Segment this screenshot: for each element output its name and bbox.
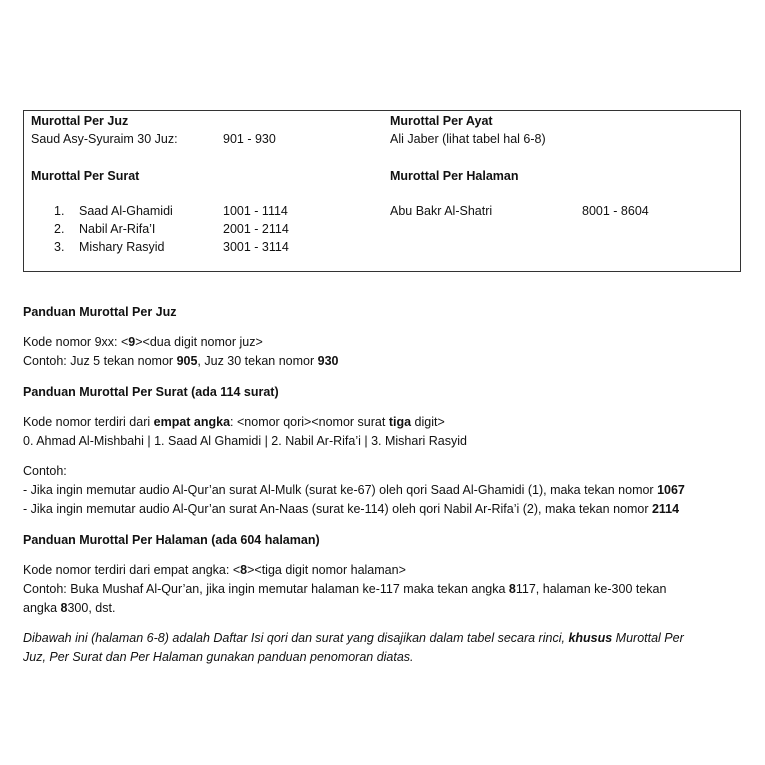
surat-item-num: 3. xyxy=(54,240,65,254)
surat-item-range: 2001 - 2114 xyxy=(223,222,289,236)
ayat-reciter: Ali Jaber (lihat tabel hal 6-8) xyxy=(390,132,546,146)
guide-surat-example-label: Contoh: xyxy=(23,464,67,478)
guide-surat-body xyxy=(23,413,748,451)
guide-juz-code: Kode nomor 9xx: <9><dua digit nomor juz> xyxy=(23,335,263,349)
guide-surat-example-2: - Jika ingin memutar audio Al-Qur’an surat An-Naas (surat ke-114) oleh qori Nabil Ar-Rifa’i (2), maka tekan nomor 2114 xyxy=(23,502,680,516)
summary-box xyxy=(23,110,741,272)
guide-juz-example: Contoh: Juz 5 tekan nomor 905, Juz 30 tekan nomor 930 xyxy=(23,354,339,368)
surat-item-name: Saad Al-Ghamidi xyxy=(79,204,173,218)
guide-halaman-example: Contoh: Buka Mushaf Al-Qur’an, jika ingin memutar halaman ke-117 maka tekan angka 8117, halaman ke-300 tekan xyxy=(23,582,667,596)
guide-juz-heading: Panduan Murottal Per Juz xyxy=(23,305,177,319)
juz-heading: Murottal Per Juz xyxy=(31,114,129,128)
halaman-range: 8001 - 8604 xyxy=(582,204,649,218)
juz-reciter: Saud Asy-Syuraim 30 Juz: xyxy=(31,132,178,146)
guide-halaman-example-cont: angka 8300, dst. xyxy=(23,601,116,615)
guide-surat-heading: Panduan Murottal Per Surat (ada 114 surat) xyxy=(23,385,279,399)
surat-heading: Murottal Per Surat xyxy=(31,169,140,183)
surat-item-num: 2. xyxy=(54,222,65,236)
surat-item-num: 1. xyxy=(54,204,65,218)
halaman-heading: Murottal Per Halaman xyxy=(390,169,519,183)
halaman-reciter: Abu Bakr Al-Shatri xyxy=(390,204,493,218)
footnote-line-2: Juz, Per Surat dan Per Halaman gunakan panduan penomoran diatas. xyxy=(23,650,414,664)
guide-surat-examples xyxy=(23,462,748,519)
guide-halaman-body xyxy=(23,561,748,618)
surat-item-name: Mishary Rasyid xyxy=(79,240,165,254)
guide-surat-qori-list: 0. Ahmad Al-Mishbahi | 1. Saad Al Ghamidi | 2. Nabil Ar-Rifa’i | 3. Mishari Rasyid xyxy=(23,434,467,448)
surat-item-range: 1001 - 1114 xyxy=(223,204,288,218)
guide-halaman-code: Kode nomor terdiri dari empat angka: <8><tiga digit nomor halaman> xyxy=(23,563,406,577)
ayat-heading: Murottal Per Ayat xyxy=(390,114,493,128)
footnote-line-1: Dibawah ini (halaman 6-8) adalah Daftar Isi qori dan surat yang disajikan dalam tabel secara rinci, khusus Murottal Per xyxy=(23,631,684,645)
guide-halaman-heading: Panduan Murottal Per Halaman (ada 604 halaman) xyxy=(23,533,320,547)
guide-juz-body xyxy=(23,333,748,371)
guide-surat-code: Kode nomor terdiri dari empat angka: <nomor qori><nomor surat tiga digit> xyxy=(23,415,445,429)
footnote xyxy=(23,629,748,667)
guide-surat-example-1: - Jika ingin memutar audio Al-Qur’an surat Al-Mulk (surat ke-67) oleh qori Saad Al-Ghamidi (1), maka tekan nomor 1067 xyxy=(23,483,685,497)
surat-item-range: 3001 - 3114 xyxy=(223,240,289,254)
juz-range: 901 - 930 xyxy=(223,132,276,146)
surat-item-name: Nabil Ar-Rifa’I xyxy=(79,222,156,236)
